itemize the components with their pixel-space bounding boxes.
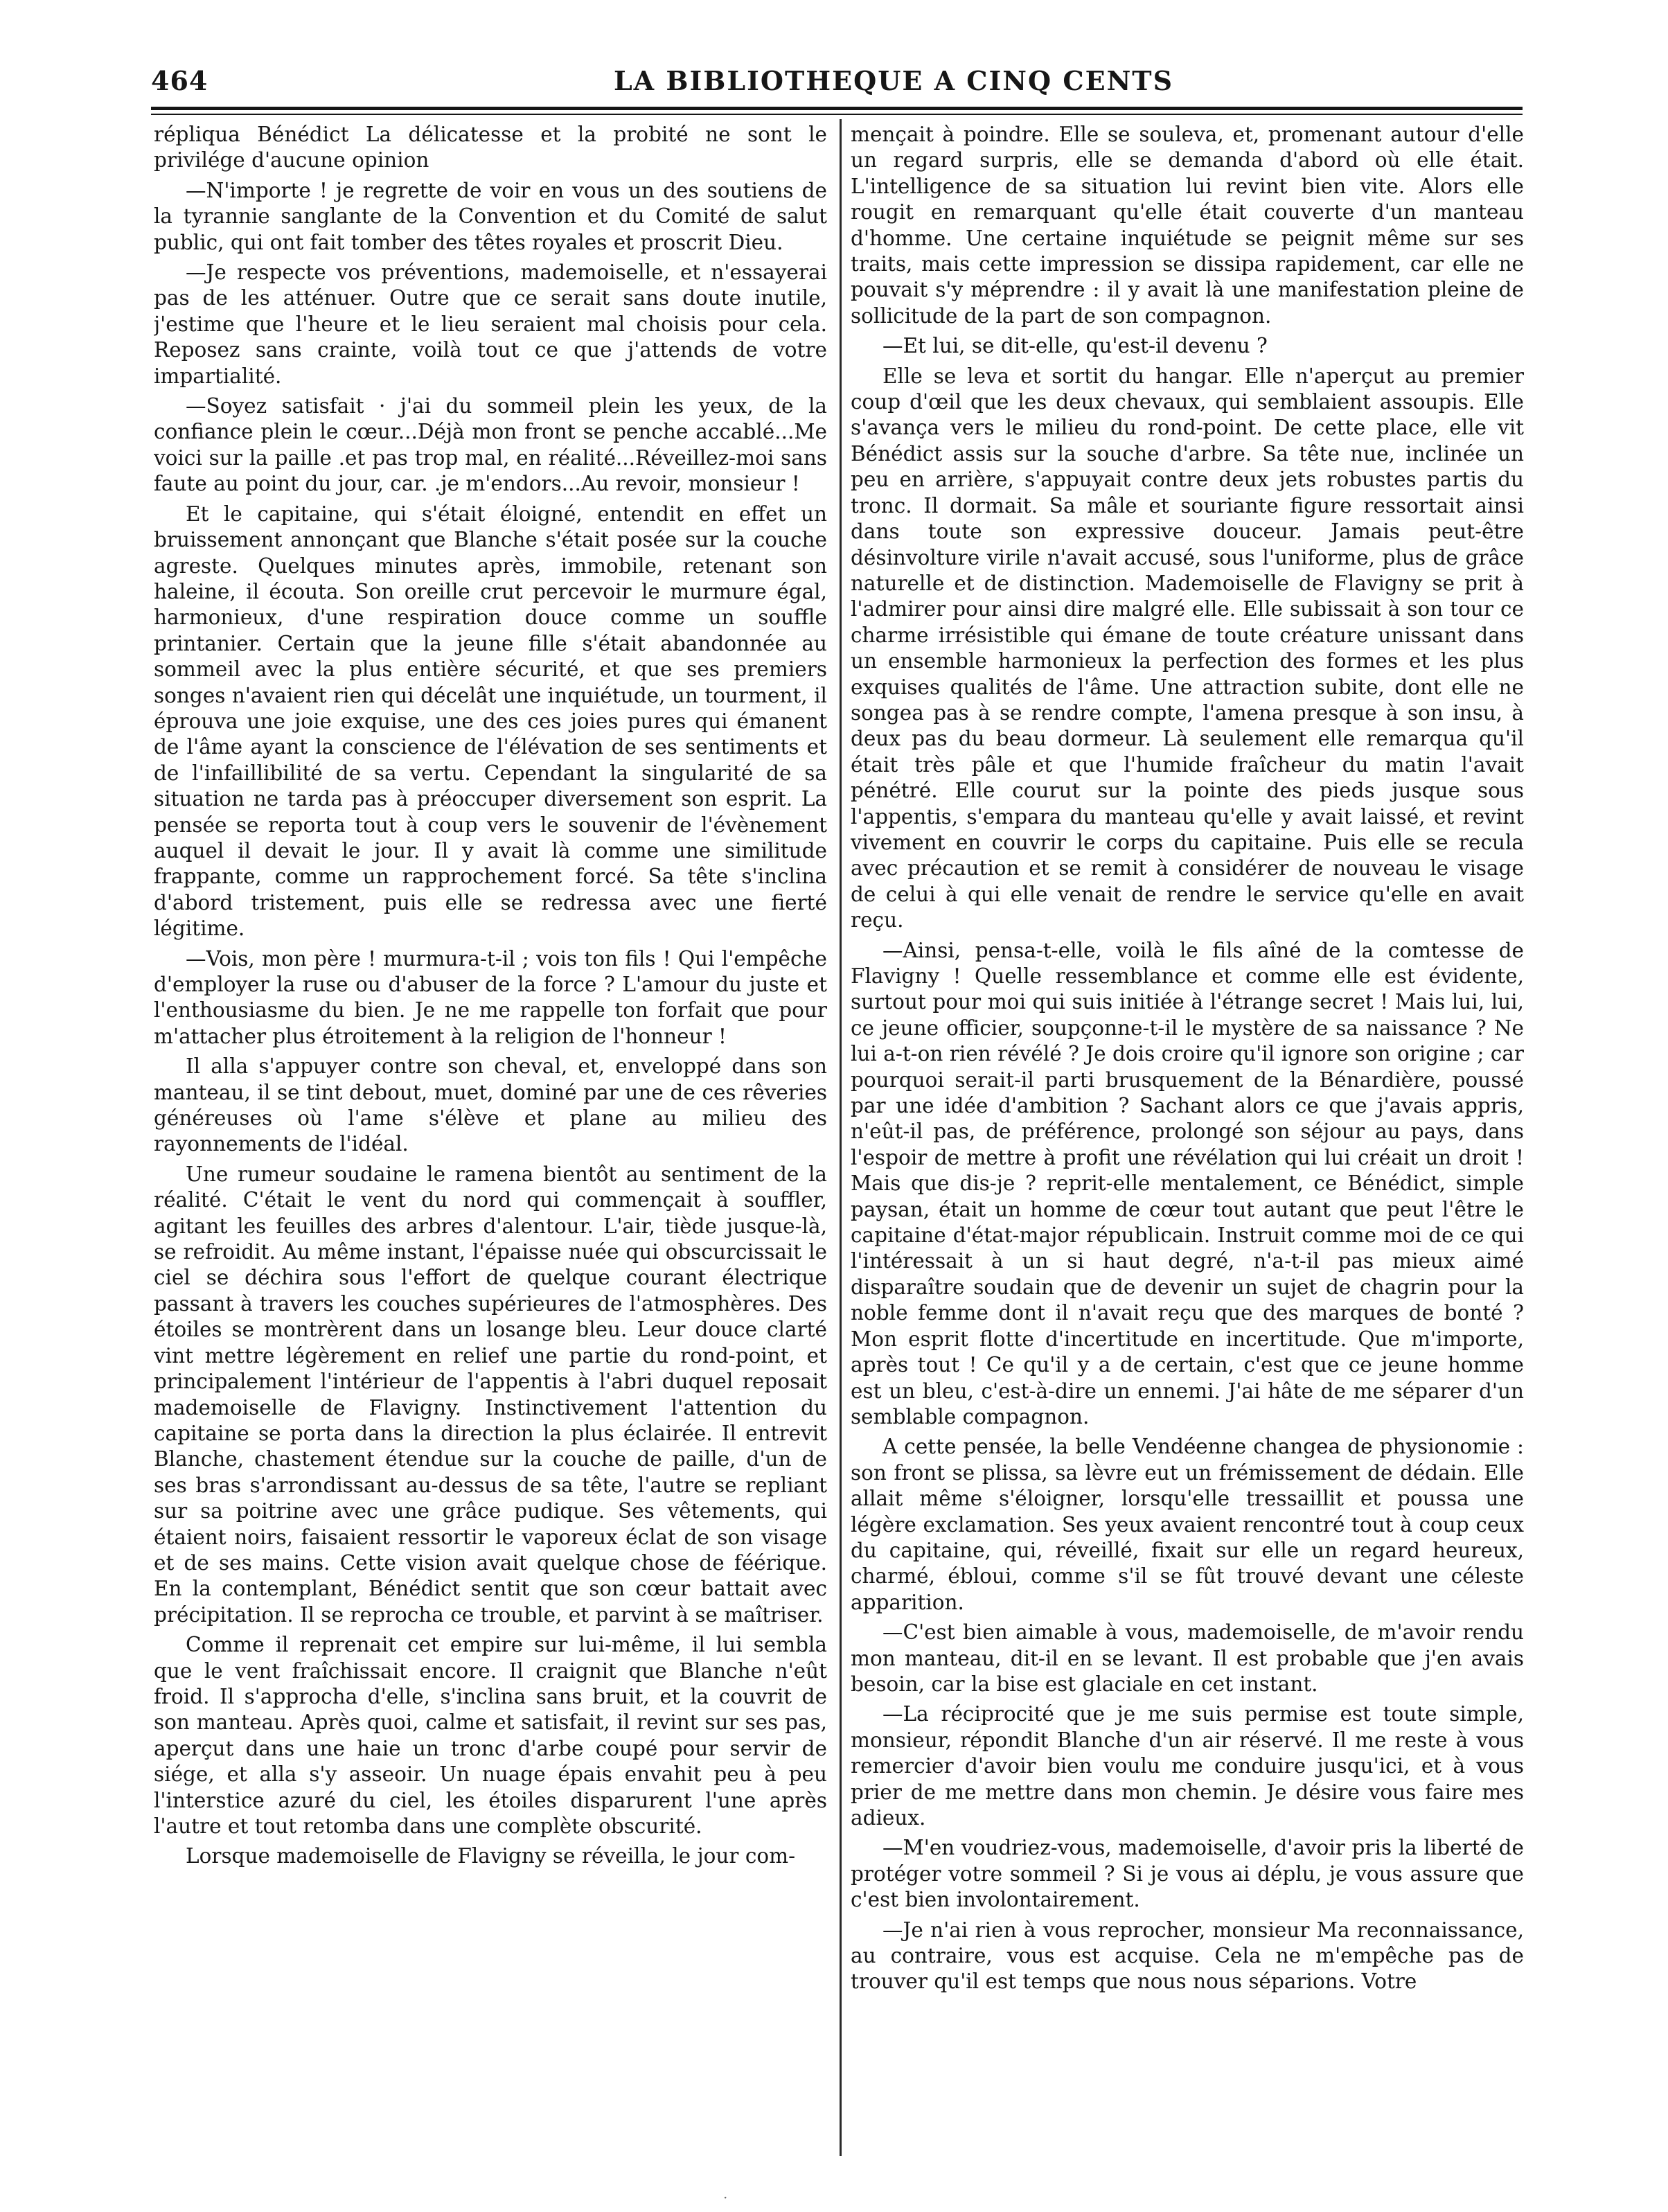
paragraph: —Et lui, se dit-elle, qu'est-il devenu ? — [882, 334, 1268, 358]
left-column — [154, 122, 827, 2159]
paragraph: Lorsque mademoiselle de Flavigny se réveilla, le jour com- — [186, 1844, 796, 1868]
page-number: 464 — [151, 65, 208, 96]
column-divider — [840, 119, 842, 2156]
paragraph: —C'est bien aimable à vous, mademoiselle, de m'avoir rendu mon manteau, dit-il en se levant. Il est probable que j'en avais besoin, car la bise est glaciale en cet instant. — [851, 1620, 1524, 1696]
header-rule-thin — [151, 114, 1523, 115]
paragraph: Comme il reprenait cet empire sur lui-même, il lui sembla que le vent fraîchissait encore. Il craignit que Blanche n'eût froid. Il s'approcha d'elle, s'inclina sans bruit, et la couvrit de son manteau. Après quoi, calme et satisfait, il revint sur ses pas, aperçut dans une haie un tronc d'arbe coupé pour servir de siége, et alla s'y asseoir. Un nuage épais envahit peu à peu l'interstice azuré du ciel, les étoiles disparurent l'une après l'autre et tout retomba dans une complète obscurité. — [154, 1633, 827, 1838]
paragraph: répliqua Bénédict La délicatesse et la probité ne sont le privilége d'aucune opinion — [154, 123, 827, 172]
paragraph: mençait à poindre. Elle se souleva, et, promenant autour d'elle un regard surpris, elle se demanda d'abord où elle était. L'intelligence de sa situation lui revint bien vite. Alors elle rougit en remarquant qu'elle était couverte d'un manteau d'homme. Une certaine inquiétude se peignit même sur ses traits, mais cette impression se dissipa rapidement, car elle ne pouvait s'y méprendre : il y avait là une manifestation pleine de sollicitude de la part de son compagnon. — [851, 123, 1524, 328]
paragraph: Elle se leva et sortit du hangar. Elle n'aperçut au premier coup d'œil que les deux chevaux, qui semblaient assoupis. Elle s'avança vers le milieu du rond-point. De cette place, elle vit Bénédict assis sur la souche d'arbre. Sa tête nue, inclinée un peu en arrière, s'appuyait contre deux jets robustes partis du tronc. Il dormait. Sa mâle et souriante figure ressortait ainsi dans toute son expressive douceur. Jamais peut-être désinvolture virile n'avait accusé, sous l'uniforme, plus de grâce naturelle et de distinction. Mademoiselle de Flavigny se prit à l'admirer pour ainsi dire malgré elle. Elle subissait à son tour ce charme irrésistible qui émane de toute créature unissant dans un ensemble harmonieux la perfection des formes et les plus exquises qualités de l'âme. Une attraction subite, dont elle ne songea pas à se rendre compte, l'amena presque à son insu, à deux pas du beau dormeur. Là seulement elle remarqua qu'il était très pâle et que l'humide fraîcheur du matin l'avait pénétré. Elle courut sur la pointe des pieds jusque sous l'appentis, s'empara du manteau qu'elle y avait laissé, et revint vivement en couvrir le corps du capitaine. Puis elle se recula avec précaution et se remit à considérer de nouveau le visage de celui à qui elle venait de rendre le service qu'elle en avait reçu. — [851, 364, 1524, 932]
paragraph: —M'en voudriez-vous, mademoiselle, d'avoir pris la liberté de protéger votre sommeil ? Si je vous ai déplu, je vous assure que c'est bien involontairement. — [851, 1836, 1524, 1912]
right-column — [851, 122, 1524, 2159]
paragraph: —Je n'ai rien à vous reprocher, monsieur Ma reconnaissance, au contraire, vous est acquise. Cela ne m'empêche pas de trouver qu'il est temps que nous nous séparions. Votre — [851, 1918, 1524, 1994]
paragraph: —Soyez satisfait · j'ai du sommeil plein les yeux, de la confiance plein le cœur...Déjà mon front se penche accablé...Me voici sur la paille .et pas trop mal, en réalité...Réveillez-moi sans faute au point du jour, car. .je m'endors...Au revoir, monsieur ! — [154, 394, 827, 496]
paragraph: Et le capitaine, qui s'était éloigné, entendit en effet un bruissement annonçant que Blanche s'était posée sur la couche agreste. Quelques minutes après, immobile, retenant son haleine, il écouta. Son oreille crut percevoir le murmure égal, harmonieux, d'une respiration douce comme un souffle printanier. Certain que la jeune fille s'était abandonnée au sommeil avec la plus entière sécurité, et que ses premiers songes n'avaient rien qui décelât une inquiétude, un tourment, il éprouva une joie exquise, une des ces joies pures qui émanent de l'âme ayant la conscience de l'élévation de ses sentiments et de l'infaillibilité de sa vertu. Cependant la singularité de sa situation ne tarda pas à préoccuper diversement son esprit. La pensée se reporta tout à coup vers le souvenir de l'évènement auquel il devait le jour. Il y avait là comme une similitude frappante, comme un rapprochement forcé. Sa tête s'inclina d'abord tristement, puis elle se redressa avec une fierté légitime. — [154, 502, 827, 941]
paragraph: —N'importe ! je regrette de voir en vous un des soutiens de la tyrannie sanglante de la Convention et du Comité de salut public, qui ont fait tomber des têtes royales et proscrit Dieu. — [154, 178, 827, 254]
running-title: LA BIBLIOTHEQUE A CINQ CENTS — [613, 65, 1174, 96]
paragraph: —Je respecte vos préventions, mademoiselle, et n'essayerai pas de les atténuer. Outre que ce serait sans doute inutile, j'estime que l'heure et le lieu seraient mal choisis pour cela. Reposez sans crainte, voilà tout ce que j'attends de votre impartialité. — [154, 260, 827, 388]
paragraph: A cette pensée, la belle Vendéenne changea de physionomie : son front se plissa, sa lèvre eut un frémissement de dédain. Elle allait même s'éloigner, lorsqu'elle tressaillit et poussa une légère exclamation. Ses yeux avaient rencontré tout à coup ceux du capitaine, qui, réveillé, fixait sur elle un regard heureux, charmé, ébloui, comme s'il se fût trouvé devant une céleste apparition. — [851, 1435, 1524, 1614]
paragraph: Il alla s'appuyer contre son cheval, et, enveloppé dans son manteau, il se tint debout, muet, dominé par une de ces rêveries généreuses où l'ame s'élève et plane au milieu des rayonnements de l'idéal. — [154, 1054, 827, 1156]
bottom-dot: · — [723, 2189, 728, 2206]
paragraph: —Vois, mon père ! murmura-t-il ; vois ton fils ! Qui l'empêche d'employer la ruse ou d'abuser de la force ? L'amour du juste et l'enthousiasme du bien. Je ne me rappelle ton forfait que pour m'attacher plus étroitement à la religion de l'honneur ! — [154, 946, 827, 1048]
paragraph: Une rumeur soudaine le ramena bientôt au sentiment de la réalité. C'était le vent du nord qui commençait à souffler, agitant les feuilles des arbres d'alentour. L'air, tiède jusque-là, se refroidit. Au même instant, l'épaisse nuée qui obscurcissait le ciel se déchira sous l'effort de quelque courant électrique passant à travers les couches supérieures de l'atmosphères. Des étoiles se montrèrent dans un losange bleu. Leur douce clarté vint mettre légèrement en relief une partie du rond-point, et principalement l'intérieur de l'appentis à l'abri duquel reposait mademoiselle de Flavigny. Instinctivement l'attention du capitaine se porta dans la direction la plus éclairée. Il entrevit Blanche, chastement étendue sur la couche de paille, d'un de ses bras s'arrondissant au-dessus de sa tête, l'autre se repliant sur sa poitrine avec une grâce pudique. Ses vêtements, qui étaient noirs, faisaient ressortir le vaporeux éclat de son visage et de ses mains. Cette vision avait quelque chose de féérique. En la contemplant, Bénédict sentit que son cœur battait avec précipitation. Il se reprocha ce trouble, et parvint à se maîtriser. — [154, 1162, 827, 1627]
header-rule-thick — [151, 107, 1523, 110]
paragraph: —La réciprocité que je me suis permise est toute simple, monsieur, répondit Blanche d'un air réservé. Il me reste à vous remercier d'avoir bien voulu me conduire jusqu'ici, et à vous prier de me mettre dans mon chemin. Je désire vous faire mes adieux. — [851, 1702, 1524, 1830]
paragraph: —Ainsi, pensa-t-elle, voilà le fils aîné de la comtesse de Flavigny ! Quelle ressemblance et comme elle est évidente, surtout pour moi qui suis initiée à l'étrange secret ! Mais lui, lui, ce jeune officier, soupçonne-t-il le mystère de sa naissance ? Ne lui a-t-on rien révélé ? Je dois croire qu'il ignore son origine ; car pourquoi serait-il parti brusquement de la Bénardière, poussé par une idée d'ambition ? Sachant alors ce que j'avais appris, n'eût-il pas, de préférence, prolongé son séjour au pays, dans l'espoir de mettre à profit une révélation qui lui créait un droit ! Mais que dis-je ? reprit-elle mentalement, ce Bénédict, simple paysan, était un homme de cœur tout autant que peut l'être le capitaine d'état-major républicain. Instruit comme moi de ce qui l'intéressait à un si haut degré, n'a-t-il pas mieux aimé disparaître soudain que de devenir un sujet de chagrin pour la noble femme dont il n'avait reçu que des marques de bonté ? Mon esprit flotte d'incertitude en incertitude. Que m'importe, après tout ! Ce qu'il y a de certain, c'est que ce jeune homme est un bleu, c'est-à-dire un ennemi. J'ai hâte de me séparer d'un semblable compagnon. — [851, 938, 1524, 1428]
